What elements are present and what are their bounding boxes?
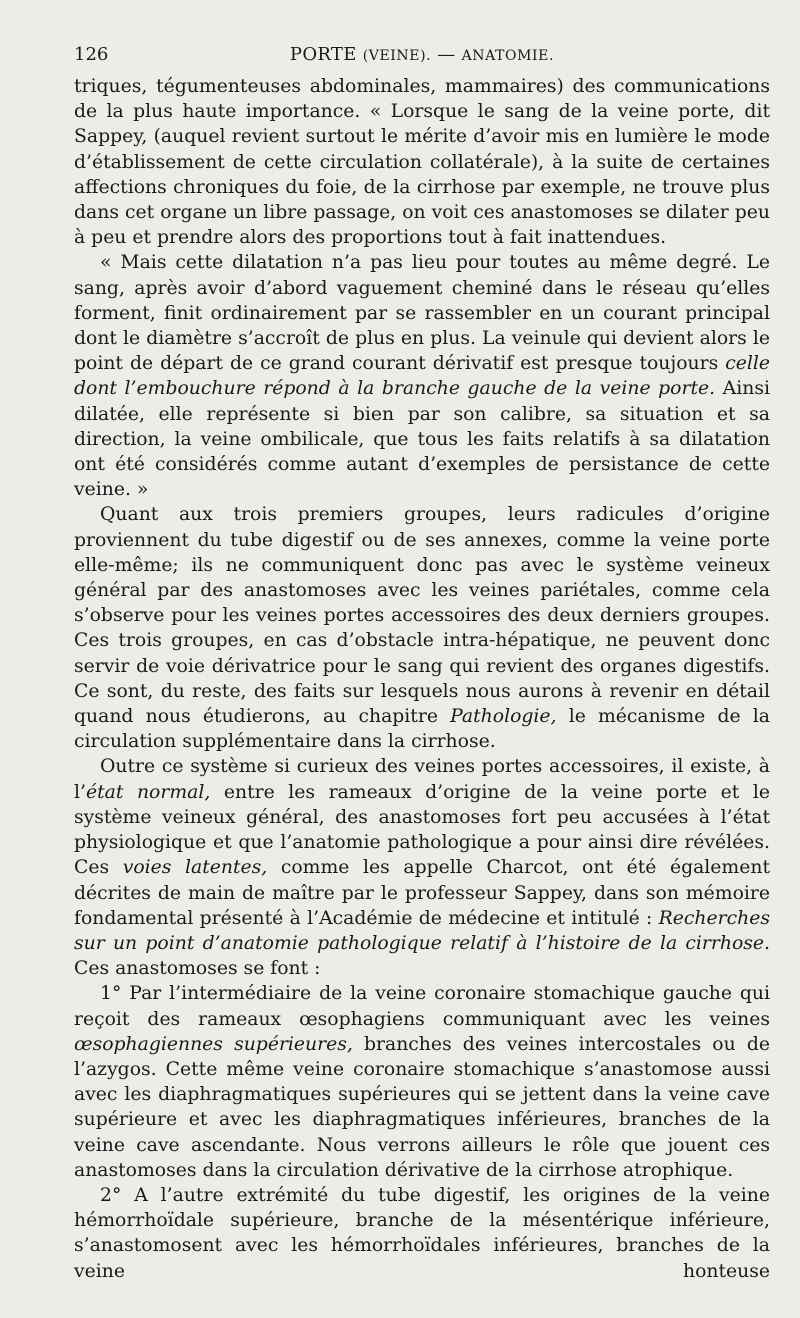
paragraph-text: le mécanisme de la circulation supplémentaire dans la cirrhose.: [74, 706, 770, 753]
running-head-title: PORTE: [289, 44, 357, 65]
italic-text: Recherches sur un point d’anatomie pathologique relatif à l’histoire de la cirrhose.: [74, 907, 770, 954]
page-body: [74, 74, 770, 1284]
running-head-dash: —: [437, 44, 456, 65]
paragraph-3: [74, 502, 770, 754]
paragraph-text: triques, tégumenteuses abdominales, mammaires) des communications de la plus haute importance. « Lorsque le sang de la veine porte, dit Sappey, (auquel revient surtout le mérite d’avoir mis en lumière le mode d’établissement de cette circulation collatérale), à la suite de certaines affections chroniques du foie, de la cirrhose par exemple, ne trouve plus dans cet organe un libre passage, on voit ces anastomoses se dilater peu à peu et prendre alors des proportions tout à fait inattendues.: [74, 76, 770, 249]
paragraph-text: comme les appelle Charcot, ont été également décrites de main de maître par le professeur Sappey, dans son mémoire fondamental présenté à l’Académie de médecine et intitulé :: [74, 857, 770, 929]
paragraph-5: [74, 981, 770, 1183]
running-head: [74, 44, 770, 65]
paragraph-text: Quant aux trois premiers groupes, leurs radicules d’origine proviennent du tube digestif ou de ses annexes, comme la veine porte elle-même; ils ne communiquent donc pas avec le système veineux général par des anastomoses avec les veines pariétales, comme cela s’observe pour les veines portes accessoires des deux derniers groupes. Ces trois groupes, en cas d’obstacle intra-hépatique, ne peuvent donc servir de voie dérivatrice pour le sang qui revient des organes digestifs. Ce sont, du reste, des faits sur lesquels nous aurons à revenir en détail quand nous étudierons, au chapitre: [74, 504, 770, 728]
paragraph-text: entre les rameaux d’origine de la veine porte et le système veineux général, des anastomoses fort peu accusées à l’état physiologique et que l’anatomie pathologique a pour ainsi dire révélées. Ces: [74, 781, 770, 879]
paragraph-text: branches des veines intercostales ou de l’azygos. Cette même veine coronaire stomachique s’anastomose aussi avec les diaphragmatiques supérieures qui se jettent dans la veine cave supérieure et avec les diaphragmatiques inférieures, branches de la veine cave ascendante. Nous verrons ailleurs le rôle que jouent ces anastomoses dans la circulation dérivative de la cirrhose atrophique.: [74, 1033, 770, 1181]
running-head-subtitle: ANATOMIE.: [461, 48, 555, 64]
paragraph-text: Ainsi dilatée, elle représente si bien par son calibre, sa situation et sa direction, la veine ombilicale, que tous les faits relatifs à sa dilatation ont été considérés comme autant d’exemples de persistance de cette veine. »: [74, 378, 770, 501]
italic-text: œsophagiennes supérieures,: [74, 1033, 353, 1055]
running-head-paren: (VEINE).: [362, 48, 432, 64]
italic-text: Pathologie,: [450, 706, 557, 728]
paragraph-6: [74, 1183, 770, 1284]
paragraph-1: [74, 74, 770, 250]
paragraph-text: Outre ce système si curieux des veines portes accessoires, il existe, à l’: [74, 756, 770, 803]
paragraph-text: Ces anastomoses se font :: [74, 958, 321, 980]
italic-text: état normal,: [85, 781, 211, 803]
paragraph-2: [74, 250, 770, 502]
paragraph-text: 2° A l’autre extrémité du tube digestif, les origines de la veine hémorrhoïdale supérieure, branche de la mésentérique inférieure, s’anastomosent avec les hémorrhoïdales inférieures, branches de la veine honteuse: [74, 1184, 770, 1282]
paragraph-text: 1° Par l’intermédiaire de la veine coronaire stomachique gauche qui reçoit des rameaux œsophagiens communiquant avec les veines: [74, 983, 770, 1030]
page-header: [74, 44, 770, 74]
page-number: 126: [74, 44, 109, 65]
italic-text: voies latentes,: [122, 857, 268, 879]
italic-text: celle dont l’embouchure répond à la branche gauche de la veine porte.: [74, 353, 770, 400]
paragraph-4: [74, 754, 770, 981]
paragraph-text: « Mais cette dilatation n’a pas lieu pour toutes au même degré. Le sang, après avoir d’abord vaguement cheminé dans le réseau qu’elles forment, finit ordinairement par se rassembler en un courant principal dont le diamètre s’accroît de plus en plus. La veinule qui devient alors le point de départ de ce grand courant dérivatif est presque toujours: [74, 252, 770, 375]
